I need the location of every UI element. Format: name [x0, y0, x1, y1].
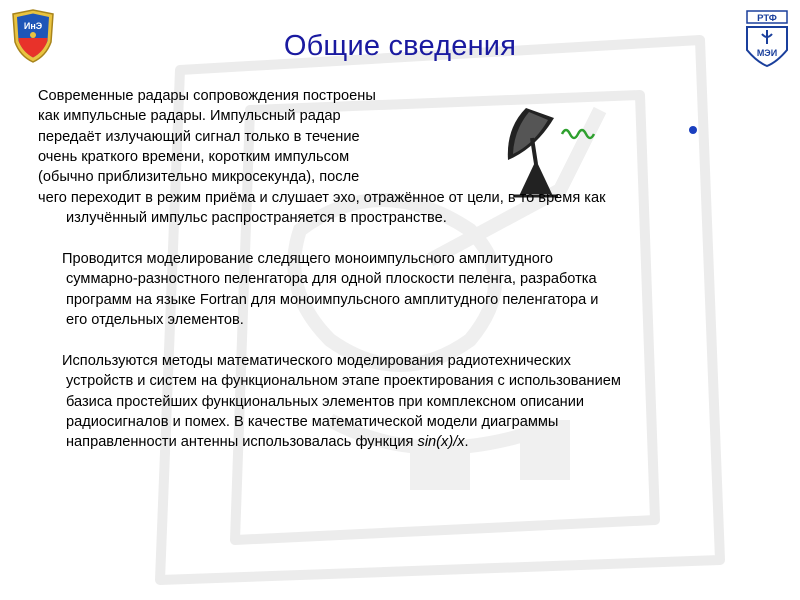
paragraph-first-line: Проводится моделирование следящего моноимпульсного амплитудного: [62, 251, 554, 267]
slide-title: Общие сведения: [283, 30, 517, 62]
wave-signal-icon: [562, 130, 594, 138]
mei-logo-label: МЭИ: [756, 48, 778, 58]
intro-line: (обычно приблизительно микросекунда), после: [38, 169, 360, 186]
target-dot-icon: [689, 126, 697, 134]
paragraph-line: устройств и систем на функциональном этапе проектирования с использованием: [66, 373, 621, 390]
radar-dish-icon: [508, 108, 558, 196]
sinc-formula: sin(x)/x: [417, 434, 465, 451]
intro-line: передаёт излучающий сигнал только в течение: [38, 128, 360, 145]
paragraph-last-line-prefix: направленности антенны использовалась функция: [66, 434, 418, 451]
paragraph-first-line: Используются методы математического моделирования радиотехнических: [62, 353, 571, 369]
intro-continuation-line: чего переходит в режим приёма и слушает эхо, отражённое от цели, в то время как: [38, 190, 606, 206]
paragraph-last-line-suffix: .: [464, 434, 469, 451]
paragraph-line: радиосигналов и помех. В качестве математической модели диаграммы: [66, 413, 559, 430]
paragraph-modeling: [38, 249, 768, 330]
rtf-logo-label: РТФ: [757, 13, 777, 24]
intro-line: очень краткого времени, коротким импульсом: [38, 148, 350, 165]
ine-logo-label: ИнЭ: [23, 21, 43, 31]
paragraph-line: базиса простейших функциональных элементов при комплексном описании: [66, 393, 585, 410]
paragraph-methods: [38, 351, 768, 452]
paragraph-line: его отдельных элементов.: [66, 311, 244, 328]
intro-continuation: [38, 188, 758, 229]
intro-continuation-indented-line: излучённый импульс распространяется в пространстве.: [66, 210, 447, 227]
intro-line: как импульсные радары. Импульсный радар: [38, 108, 341, 125]
paragraph-line: суммарно-разностного пеленгатора для одной плоскости пеленга, разработка: [66, 271, 597, 288]
intro-text: [38, 86, 468, 187]
intro-line: Современные радары сопровождения построены: [38, 88, 376, 104]
paragraph-line: программ на языке Fortran для моноимпульсного амплитудного пеленгатора и: [66, 291, 599, 308]
paragraph-last-line: [38, 432, 768, 452]
